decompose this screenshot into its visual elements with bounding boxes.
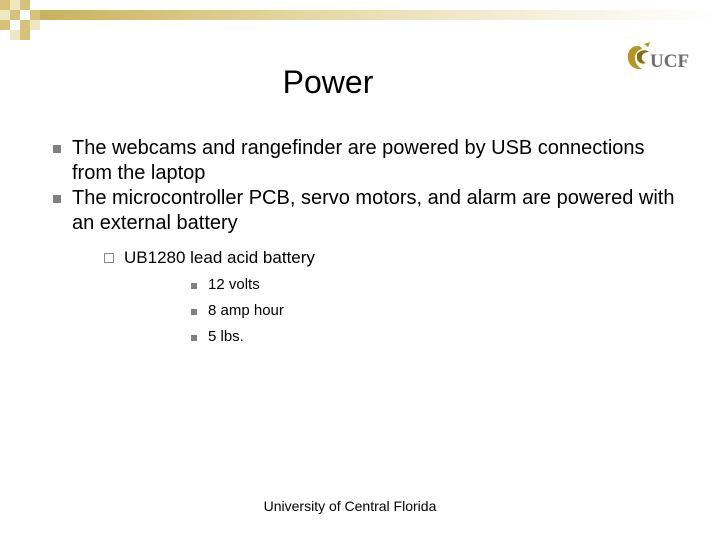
bullet-text: The microcontroller PCB, servo motors, and alarm are powered with an external battery [72, 187, 675, 234]
square-bullet-icon [53, 195, 61, 203]
spec-list [124, 272, 690, 350]
sub-bullet-item [72, 247, 690, 350]
checker-square [30, 20, 40, 30]
checker-square [20, 20, 30, 30]
bullet-list [50, 136, 690, 350]
spec-item [124, 298, 690, 324]
hollow-box-bullet-icon [104, 253, 114, 263]
slide-footer: University of Central Florida [263, 498, 437, 514]
checker-square [20, 30, 30, 40]
square-bullet-icon [191, 309, 197, 315]
checker-square [10, 10, 20, 20]
checker-square [10, 0, 20, 10]
slide-title: Power [282, 64, 374, 100]
header-gradient-bar [40, 10, 720, 20]
spec-item [124, 324, 690, 350]
spec-text: 5 lbs. [208, 328, 244, 345]
bullet-item [50, 136, 690, 186]
square-bullet-icon [53, 145, 61, 153]
checker-square [10, 30, 20, 40]
svg-text:UCF: UCF [650, 51, 690, 72]
bullet-item [50, 186, 690, 350]
bullet-text: The webcams and rangefinder are powered by USB connections from the laptop [72, 137, 645, 184]
square-bullet-icon [191, 283, 197, 289]
spec-item [124, 272, 690, 298]
checker-square [0, 0, 10, 10]
square-bullet-icon [191, 335, 197, 341]
spec-text: 12 volts [208, 276, 260, 293]
checker-square [0, 10, 10, 20]
checker-square [0, 20, 10, 30]
spec-text: 8 amp hour [208, 302, 284, 319]
checker-square [20, 0, 30, 10]
checker-square [30, 10, 40, 20]
sub-bullet-text: UB1280 lead acid battery [124, 248, 315, 267]
